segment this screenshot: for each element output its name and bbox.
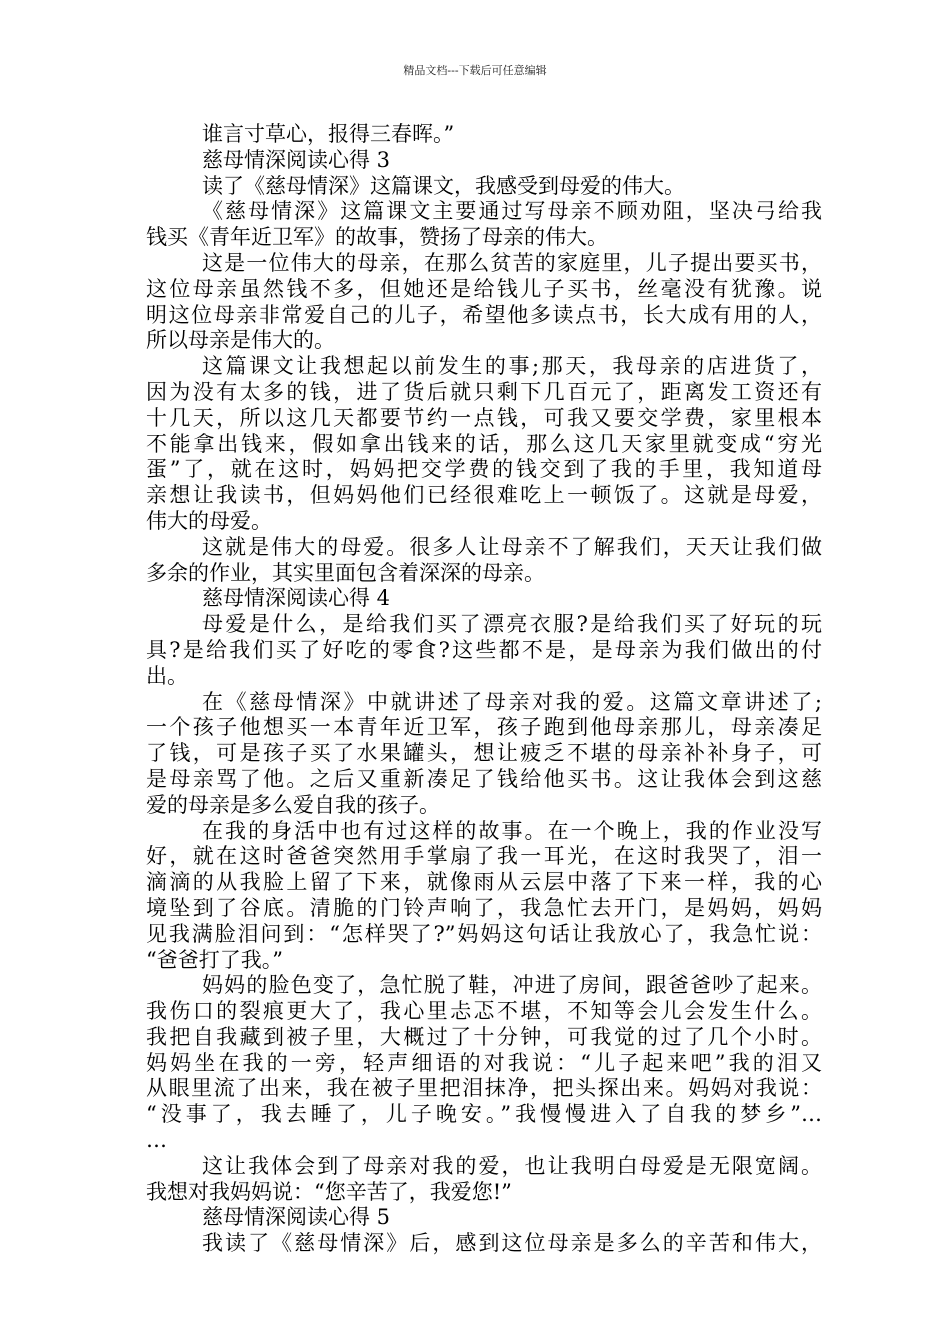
- text-line: 我伤口的裂痕更大了，我心里忐忑不堪，不知等会儿会发生什么。: [146, 999, 822, 1024]
- text-line: 我想对我妈妈说：“您辛苦了，我爱您!”: [146, 1179, 512, 1204]
- text-line: 谁言寸草心，报得三春晖。”: [202, 122, 455, 146]
- text-line: 爱的母亲是多么爱自我的孩子。: [146, 792, 440, 817]
- text-line: 从眼里流了出来，我在被子里把泪抹净，把头探出来。妈妈对我说：: [146, 1076, 822, 1101]
- text-line: 了钱，可是孩子买了水果罐头，想让疲乏不堪的母亲补补身子，可: [146, 741, 822, 766]
- page-header: 精品文档---下载后可任意编辑: [403, 64, 547, 77]
- text-line: 在我的身活中也有过这样的故事。在一个晚上，我的作业没写: [202, 818, 822, 843]
- text-line: 是母亲骂了他。之后又重新凑足了钱给他买书。这让我体会到这慈: [146, 766, 822, 791]
- text-line: 多余的作业，其实里面包含着深深的母亲。: [146, 560, 545, 585]
- text-line: 妈妈的脸色变了，急忙脱了鞋，冲进了房间，跟爸爸吵了起来。: [202, 973, 822, 998]
- text-line: 这让我体会到了母亲对我的爱，也让我明白母爱是无限宽阔。: [202, 1153, 822, 1178]
- text-line: 我读了《慈母情深》后，感到这位母亲是多么的辛苦和伟大，: [202, 1231, 822, 1256]
- document-body: [146, 122, 822, 1257]
- text-line: 蛋”了，就在这时，妈妈把交学费的钱交到了我的手里，我知道母: [146, 457, 822, 482]
- text-line: 亲想让我读书，但妈妈他们已经很难吃上一顿饭了。这就是母爱，: [146, 483, 822, 508]
- text-line: 在《慈母情深》中就讲述了母亲对我的爱。这篇文章讲述了;: [202, 689, 822, 714]
- text-line: 见我满脸泪问到：“怎样哭了?”妈妈这句话让我放心了，我急忙说：: [146, 921, 822, 946]
- text-line: 妈妈坐在我的一旁，轻声细语的对我说：“儿子起来吧”我的泪又: [146, 1050, 822, 1075]
- text-line: 因为没有太多的钱，进了货后就只剩下几百元了，距离发工资还有: [146, 379, 822, 404]
- text-line: 所以母亲是伟大的。: [146, 328, 335, 353]
- text-line: 《慈母情深》这篇课文主要通过写母亲不顾劝阻，坚决弓给我: [202, 199, 822, 224]
- text-line: 这位母亲虽然钱不多，但她还是给钱儿子买书，丝毫没有犹豫。说: [146, 276, 822, 301]
- text-line: 母爱是什么，是给我们买了漂亮衣服?是给我们买了好玩的玩: [202, 612, 822, 637]
- text-line: “爸爸打了我。”: [146, 947, 283, 972]
- text-line: 不能拿出钱来，假如拿出钱来的话，那么这几天家里就变成“穷光: [146, 431, 822, 456]
- text-line: 好，就在这时爸爸突然用手掌扇了我一耳光，在这时我哭了，泪一: [146, 844, 822, 869]
- text-line: 明这位母亲非常爱自己的儿子，希望他多读点书，长大成有用的人，: [146, 302, 822, 327]
- text-line: 滴滴的从我脸上留了下来，就像雨从云层中落了下来一样，我的心: [146, 870, 822, 895]
- text-line: 这是一位伟大的母亲，在那么贫苦的家庭里，儿子提出要买书，: [202, 250, 822, 275]
- text-line: 这就是伟大的母爱。很多人让母亲不了解我们，天天让我们做: [202, 534, 822, 559]
- text-line: 钱买《青年近卫军》的故事，赞扬了母亲的伟大。: [146, 225, 608, 250]
- text-line: 具?是给我们买了好吃的零食?这些都不是，是母亲为我们做出的付: [146, 637, 822, 662]
- text-line: 这篇课文让我想起以前发生的事;那天，我母亲的店进货了，: [202, 354, 822, 379]
- text-line: 出。: [146, 663, 188, 688]
- text-line: “没事了，我去睡了，儿子晚安。”我慢慢进入了自我的梦乡”…: [146, 1102, 822, 1127]
- text-line: 一个孩子他想买一本青年近卫军，孩子跑到他母亲那儿，母亲凑足: [146, 715, 822, 740]
- text-line: 慈母情深阅读心得 4: [202, 586, 391, 611]
- text-line: 慈母情深阅读心得 3: [202, 147, 391, 172]
- text-line: …: [146, 1128, 167, 1153]
- text-line: 伟大的母爱。: [146, 508, 272, 533]
- text-line: 境坠到了谷底。清脆的门铃声响了，我急忙去开门，是妈妈，妈妈: [146, 895, 822, 920]
- text-line: 我把自我藏到被子里，大概过了十分钟，可我觉的过了几个小时。: [146, 1024, 822, 1049]
- text-line: 十几天，所以这几天都要节约一点钱，可我又要交学费，家里根本: [146, 405, 822, 430]
- text-line: 慈母情深阅读心得 5: [202, 1205, 391, 1230]
- text-line: 读了《慈母情深》这篇课文，我感受到母爱的伟大。: [202, 173, 685, 198]
